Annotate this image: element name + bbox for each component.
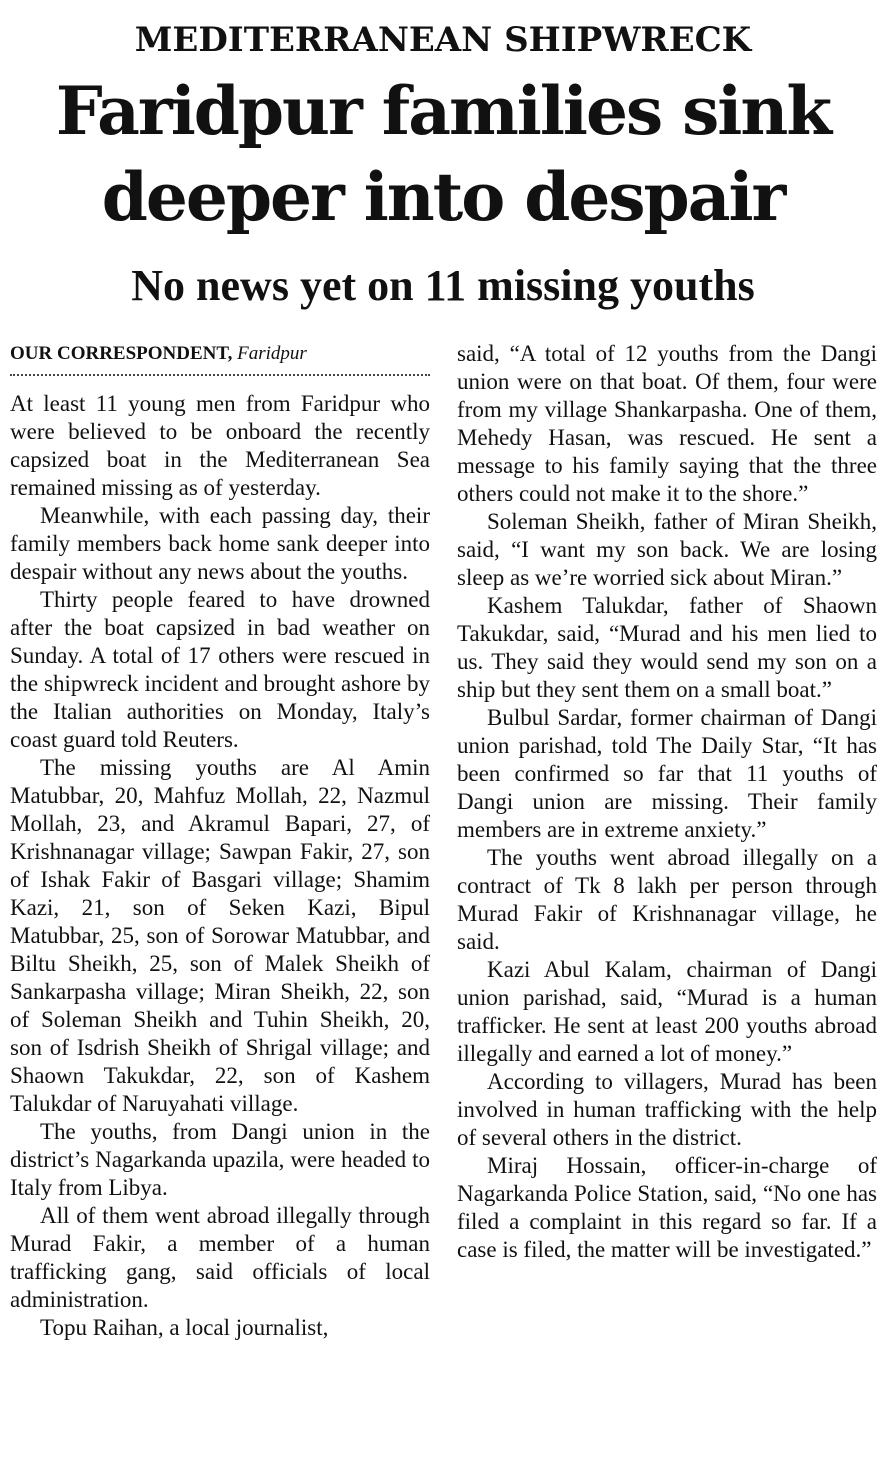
left-column bbox=[10, 340, 430, 1342]
paragraph: Miraj Hossain, officer-in-charge of Nagarkanda Police Station, said, “No one has filed a complaint in this regard so far. If a case is filed, the matter will be investigated.” bbox=[457, 1153, 877, 1262]
paragraph: Meanwhile, with each passing day, their family members back home sank deeper into despair without any news about the youths. bbox=[10, 503, 430, 584]
deck: No news yet on 11 missing youths bbox=[131, 261, 755, 310]
paragraph: Bulbul Sardar, former chairman of Dangi union parishad, told The Daily Star, “It has been confirmed so far that 11 youths of Dangi union are missing. Their family members are in extreme anxiety.” bbox=[457, 705, 877, 842]
paragraph: All of them went abroad illegally through Murad Fakir, a member of a human trafficking gang, said officials of local administration. bbox=[10, 1203, 430, 1312]
paragraph: According to villagers, Murad has been involved in human trafficking with the help of several others in the district. bbox=[457, 1069, 877, 1150]
kicker: MEDITERRANEAN SHIPWRECK bbox=[134, 20, 752, 60]
byline-place: Faridpur bbox=[237, 343, 307, 364]
paragraph: Soleman Sheikh, father of Miran Sheikh, said, “I want my son back. We are losing sleep as we’re worried sick about Miran.” bbox=[457, 509, 877, 590]
paragraph: At least 11 young men from Faridpur who were believed to be onboard the recently capsized boat in the Mediterranean Sea remained missing as of yesterday. bbox=[10, 391, 430, 500]
paragraph: Kashem Talukdar, father of Shaown Takukdar, said, “Murad and his men lied to us. They said they would send my son on a ship but they sent them on a small boat.” bbox=[457, 593, 877, 702]
paragraph: Topu Raihan, a local journalist, bbox=[40, 1315, 329, 1340]
byline-name: OUR CORRESPONDENT, bbox=[10, 343, 233, 364]
byline-divider bbox=[10, 374, 430, 376]
headline-line-2: deeper into despair bbox=[101, 158, 785, 236]
headline bbox=[0, 68, 886, 240]
paragraph: The youths, from Dangi union in the district’s Nagarkanda upazila, were headed to Italy from Libya. bbox=[10, 1119, 430, 1200]
headline-line-1: Faridpur families sink bbox=[55, 72, 831, 150]
byline bbox=[10, 340, 430, 368]
paragraph: The missing youths are Al Amin Matubbar, 20, Mahfuz Mollah, 22, Nazmul Mollah, 23, and Akramul Bapari, 27, of Krishnanagar village; Sawpan Fakir, 27, son of Ishak Fakir of Basgari village; Shamim Kazi, 21, son of Seken Kazi, Bipul Matubbar, 25, son of Sorowar Matubbar, and Biltu Sheikh, 25, son of Malek Sheikh of Sankarpasha village; Miran Sheikh, 22, son of Soleman Sheikh and Tuhin Sheikh, 20, son of Isdrish Sheikh of Shrigal village; and Shaown Takukdar, 22, son of Kashem Talukdar of Naruyahati village. bbox=[10, 755, 430, 1116]
paragraph: The youths went abroad illegally on a contract of Tk 8 lakh per person through Murad Fakir of Krishnanagar village, he said. bbox=[457, 845, 877, 954]
paragraph: said, “A total of 12 youths from the Dangi union were on that boat. Of them, four were from my village Shankarpasha. One of them, Mehedy Hasan, was rescued. He sent a message to his family saying that the three others could not make it to the shore.” bbox=[457, 341, 877, 506]
paragraph: Thirty people feared to have drowned after the boat capsized in bad weather on Sunday. A total of 17 others were rescued in the shipwreck incident and brought ashore by the Italian authorities on Monday, Italy’s coast guard told Reuters. bbox=[10, 587, 430, 752]
paragraph: Kazi Abul Kalam, chairman of Dangi union parishad, said, “Murad is a human trafficker. He sent at least 200 youths abroad illegally and earned a lot of money.” bbox=[457, 957, 877, 1066]
right-column bbox=[457, 340, 877, 1264]
